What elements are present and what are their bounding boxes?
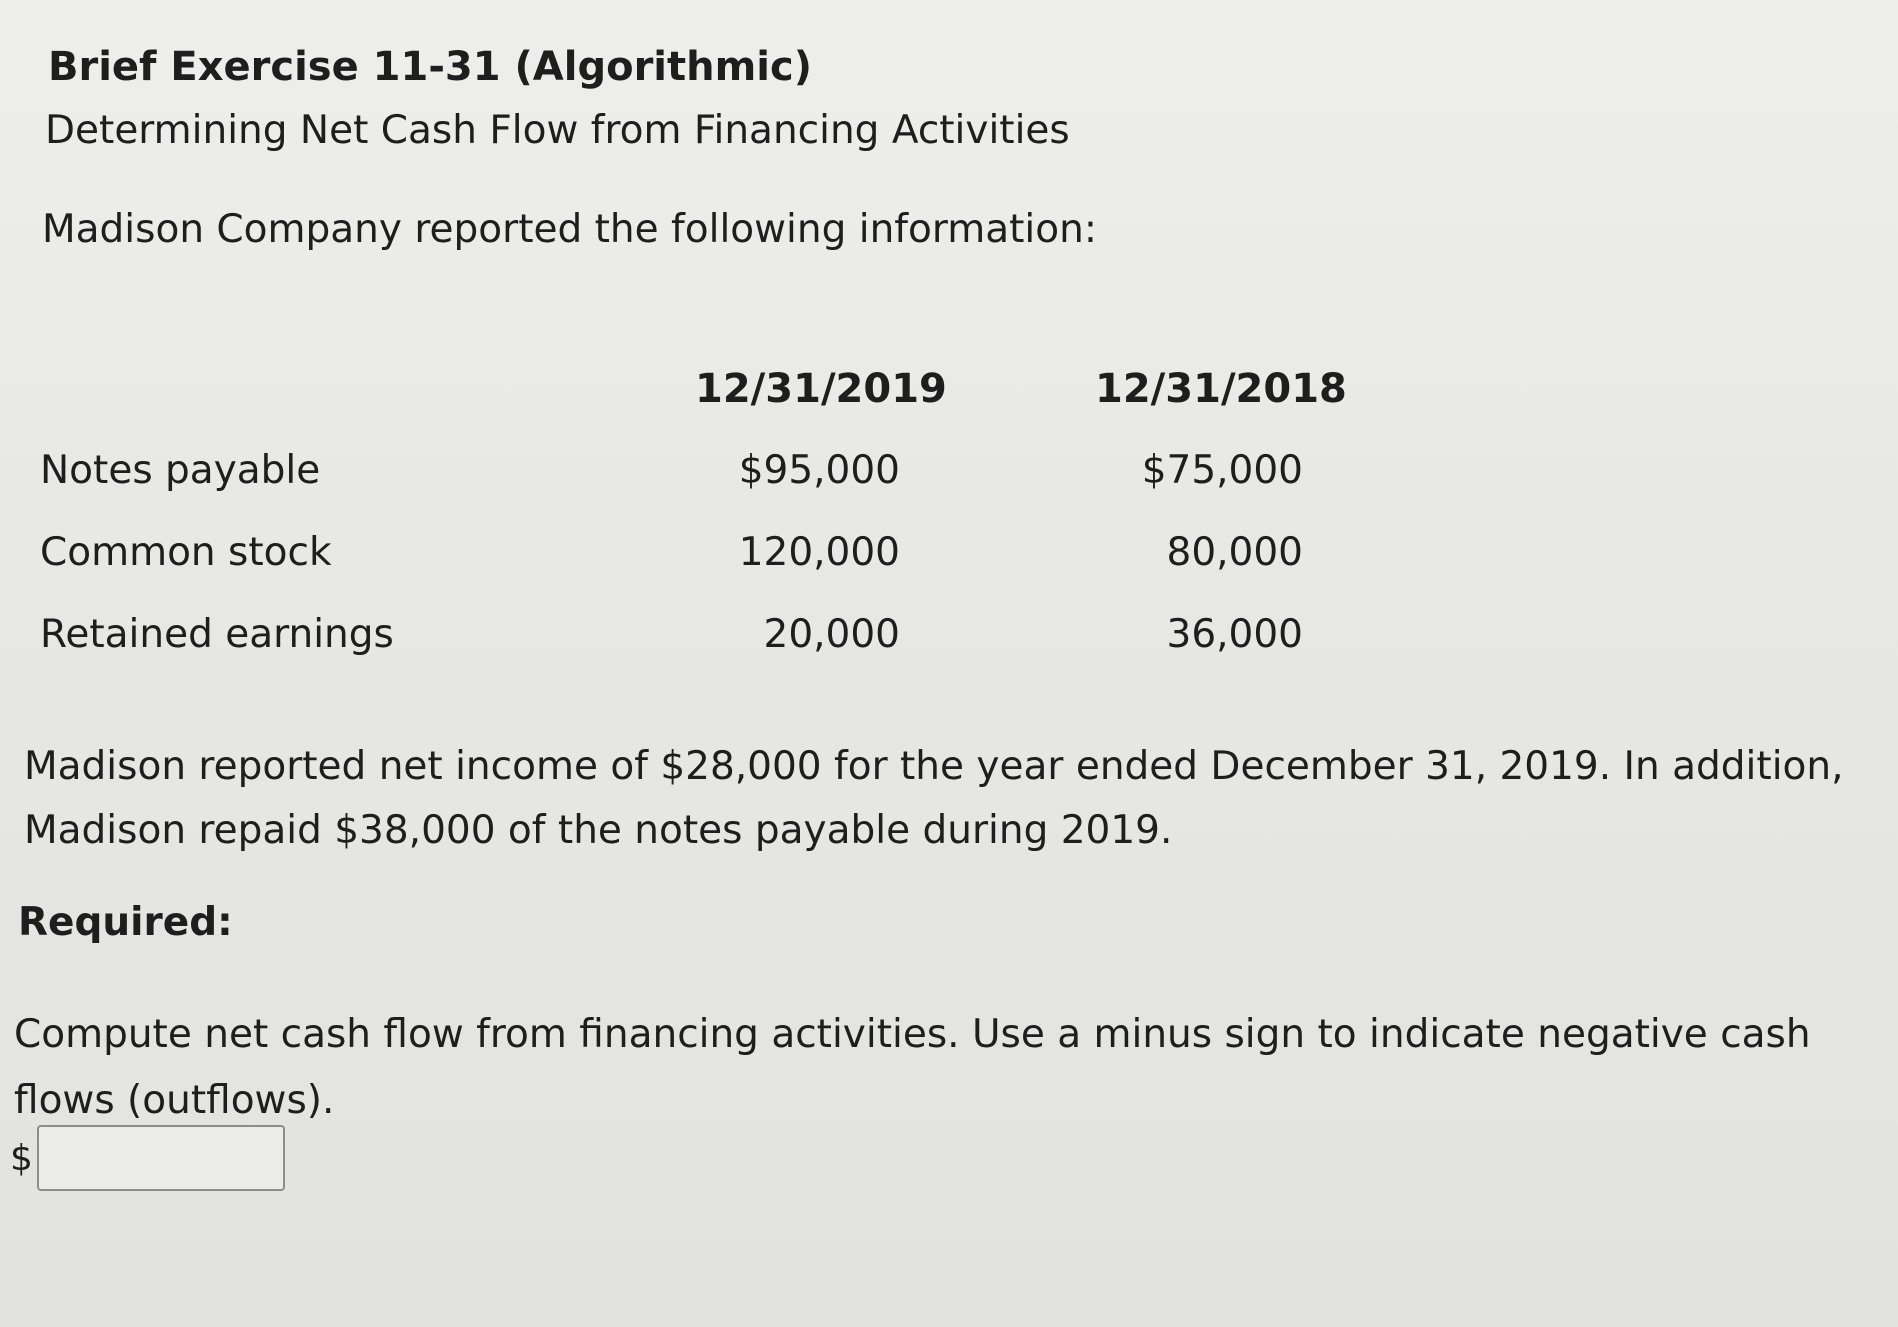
exercise-subtitle: Determining Net Cash Flow from Financing Activities [45,108,1070,153]
cell-notes-payable-2018: $75,000 [1141,448,1303,493]
cell-retained-earnings-2019: 20,000 [763,612,900,657]
required-instruction: Compute net cash flow from financing activities. Use a minus sign to indicate negative cash flows (outflows). [14,1012,1811,1123]
cell-common-stock-2019: 120,000 [738,530,900,575]
cell-retained-earnings-2018: 36,000 [1166,612,1303,657]
column-header-2019: 12/31/2019 [695,366,947,412]
additional-info-paragraph: Madison reported net income of $28,000 for the year ended December 31, 2019. In addition, Madison repaid $38,000 of the notes payable during 2019. [24,744,1844,853]
row-label-common-stock: Common stock [40,530,332,575]
intro-text: Madison Company reported the following information: [42,207,1097,252]
net-cash-flow-input[interactable] [37,1125,285,1191]
cell-notes-payable-2019: $95,000 [738,448,900,493]
row-label-notes-payable: Notes payable [40,448,321,493]
cell-common-stock-2018: 80,000 [1166,530,1303,575]
row-label-retained-earnings: Retained earnings [40,612,394,657]
required-heading: Required: [18,900,233,945]
exercise-title: Brief Exercise 11-31 (Algorithmic) [48,44,812,90]
answer-row [10,1125,285,1191]
currency-symbol: $ [10,1137,33,1179]
column-header-2018: 12/31/2018 [1095,366,1347,412]
